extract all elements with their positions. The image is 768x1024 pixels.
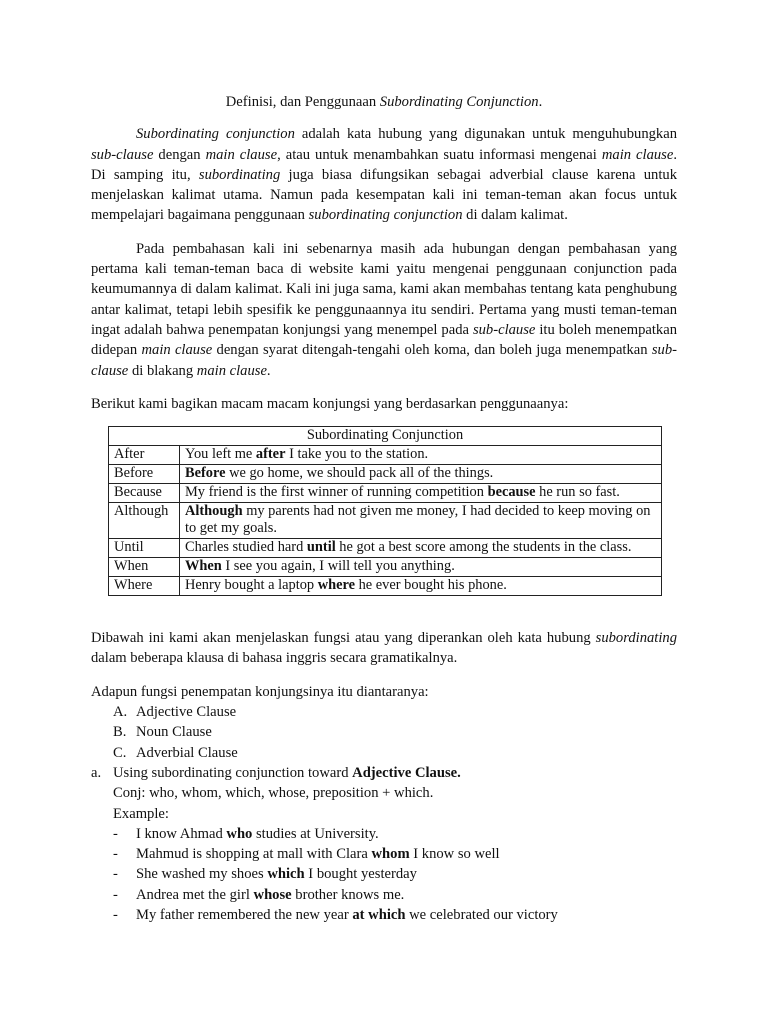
list-item: - I know Ahmad who studies at University. xyxy=(91,824,677,844)
list-item: A. Adjective Clause xyxy=(91,702,677,722)
section-a xyxy=(91,763,677,783)
list-item: - She washed my shoes which I bought yesterday xyxy=(91,864,677,884)
example-sentence: Although my parents had not given me money, I had decided to keep moving on to get my goals. xyxy=(180,503,662,539)
list-marker: C. xyxy=(113,744,127,761)
spacer xyxy=(91,596,677,628)
example-sentence: Charles studied hard until he got a best score among the students in the class. xyxy=(180,539,662,558)
dash-marker: - xyxy=(113,825,118,842)
list-marker: A. xyxy=(113,704,128,721)
list-item: C. Adverbial Clause xyxy=(91,743,677,763)
conjunction-word: When xyxy=(109,558,180,577)
functions-intro: Adapun fungsi penempatan konjungsinya itu diantaranya: xyxy=(91,683,429,700)
example-sentence: Henry bought a laptop where he ever bought his phone. xyxy=(180,577,662,596)
dash-marker: - xyxy=(113,907,118,924)
list-marker: B. xyxy=(113,724,127,741)
conjunction-word: Because xyxy=(109,484,180,503)
conjunction-list: Conj: who, whom, which, whose, preposition + which. xyxy=(113,785,434,802)
list-item: - Andrea met the girl whose brother knows me. xyxy=(91,885,677,905)
conjunction-word: After xyxy=(109,446,180,465)
conjunction-word: Before xyxy=(109,465,180,484)
section-a-heading: a. Using subordinating conjunction toward Adjective Clause. xyxy=(91,763,677,783)
example-label: Example: xyxy=(113,805,169,822)
table-row xyxy=(109,577,662,596)
table-row xyxy=(109,503,662,539)
list-item: - Mahmud is shopping at mall with Clara whom I know so well xyxy=(91,844,677,864)
paragraph-definition: Subordinating conjunction adalah kata hubung yang digunakan untuk menguhubungkan sub-clause dengan main clause, atau untuk menambahkan suatu informasi mengenai main clause. Di samping itu, subordinating juga biasa difungsikan sebagai adverbial clause karena untuk menjelaskan kalimat utama. Namun pada kesempatan kali ini teman-teman akan focus untuk mempelajari bagaimana penggunaan subordinating conjunction di dalam kalimat. xyxy=(91,126,677,224)
list-marker: a. xyxy=(91,764,102,781)
table-header: Subordinating Conjunction xyxy=(109,427,662,446)
conjunction-word: Although xyxy=(109,503,180,539)
table-row xyxy=(109,484,662,503)
table-row xyxy=(109,539,662,558)
example-sentence: Before we go home, we should pack all of the things. xyxy=(180,465,662,484)
paragraph-function: Dibawah ini kami akan menjelaskan fungsi atau yang diperankan oleh kata hubung subordinating dalam beberapa klausa di bahasa inggris secara gramatikalnya. xyxy=(91,630,677,667)
dash-marker: - xyxy=(113,866,118,883)
table-row xyxy=(109,465,662,484)
paragraph-discussion: Pada pembahasan kali ini sebenarnya masih ada hubungan dengan pembahasan yang pertama kali teman-teman baca di website kami yaitu mengenai penggunaan conjunction pada keumumannya di dalam kalimat. Kali ini juga sama, kami akan membahas tentang kata penghubung antar kalimat, tetapi lebih spesifik ke penggunaannya itu sendiri. Pertama yang musti teman-teman ingat adalah bahwa penempatan konjungsi yang menempel pada sub-clause itu boleh menempatkan didepan main clause dengan syarat ditengah-tengahi oleh koma, dan boleh juga menempatkan sub-clause di blakang main clause. xyxy=(91,240,677,379)
example-sentence: When I see you again, I will tell you anything. xyxy=(180,558,662,577)
conjunction-word: Until xyxy=(109,539,180,558)
dash-marker: - xyxy=(113,846,118,863)
page-title: Definisi, dan Penggunaan Subordinating Conjunction. xyxy=(225,94,543,110)
table-row xyxy=(109,446,662,465)
list-item: B. Noun Clause xyxy=(91,722,677,742)
conjunction-word: Where xyxy=(109,577,180,596)
example-sentence: My friend is the first winner of running competition because he run so fast. xyxy=(180,484,662,503)
example-sentence: You left me after I take you to the station. xyxy=(180,446,662,465)
conjunction-table xyxy=(108,426,662,596)
table-intro: Berikut kami bagikan macam macam konjungsi yang berdasarkan penggunaanya: xyxy=(91,395,569,412)
dash-marker: - xyxy=(113,886,118,903)
list-item: - My father remembered the new year at which we celebrated our victory xyxy=(91,905,677,925)
document-page xyxy=(91,92,677,925)
example-list xyxy=(91,824,677,925)
table-header-row xyxy=(109,427,662,446)
clause-type-list xyxy=(91,702,677,763)
table-row xyxy=(109,558,662,577)
